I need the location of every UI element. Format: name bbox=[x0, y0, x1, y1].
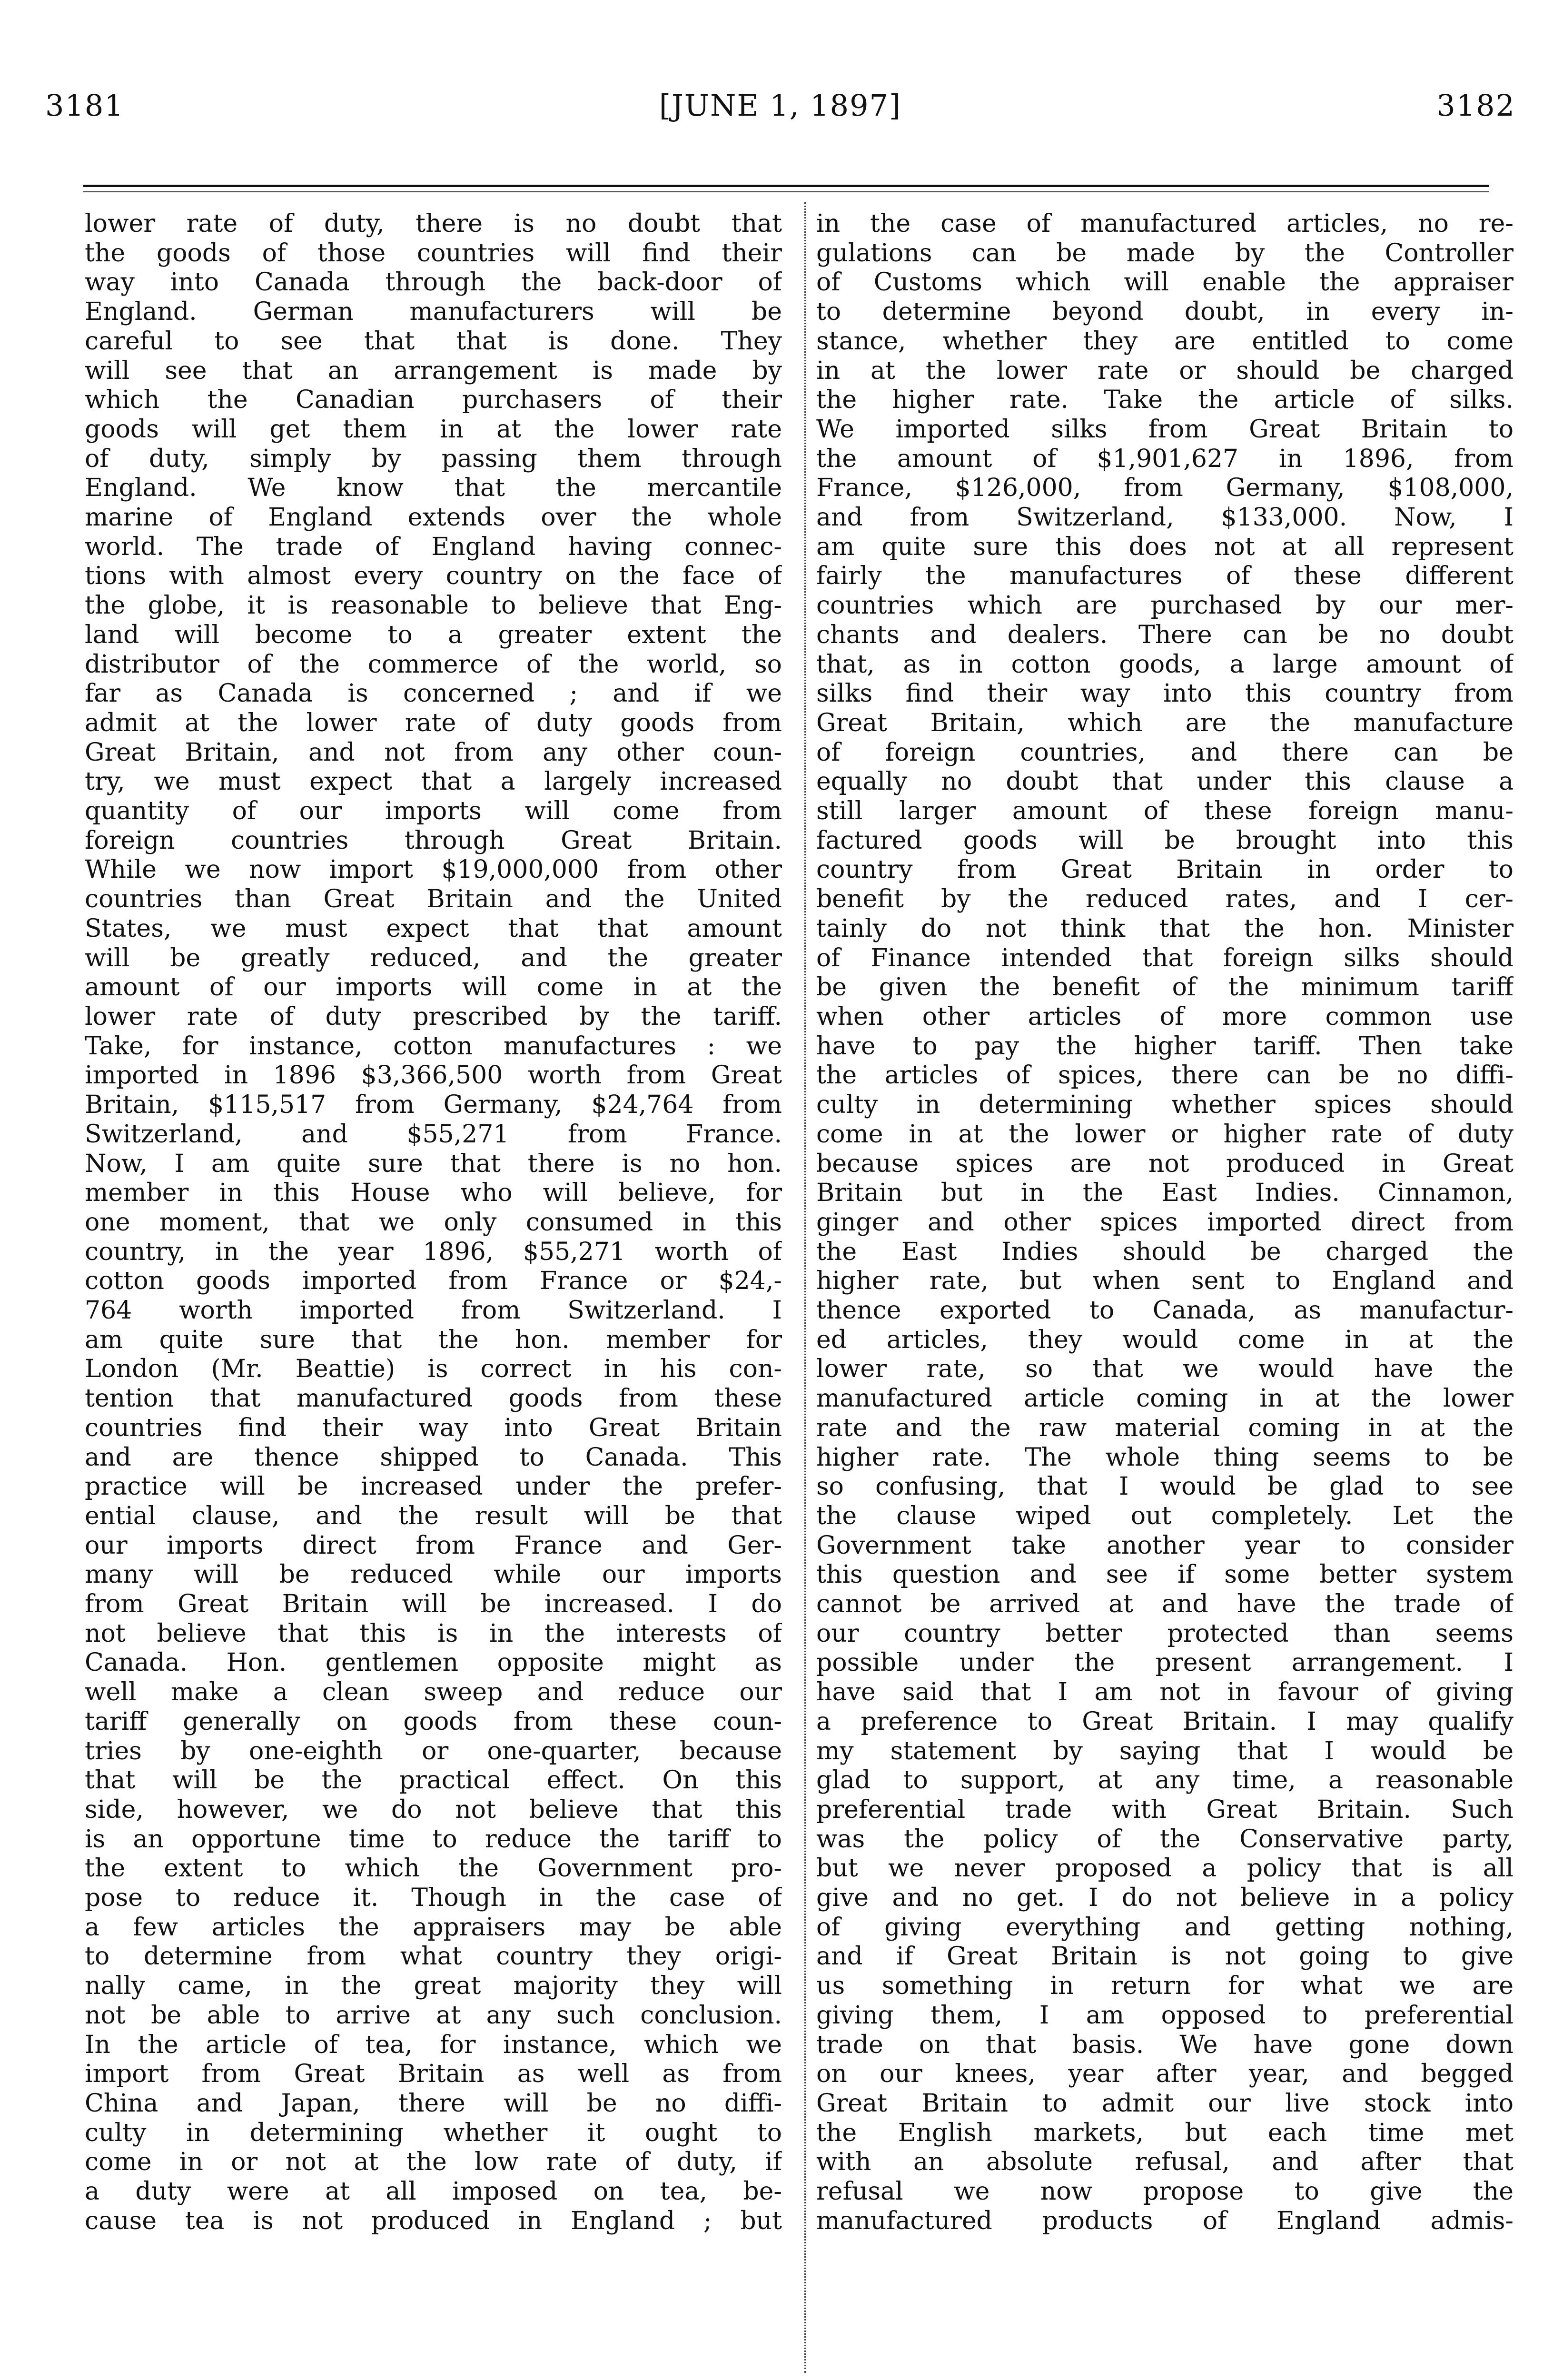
right-column-text-line: our country better protected than seems bbox=[816, 1619, 1514, 1648]
right-column-text-line: but we never proposed a policy that is all bbox=[816, 1854, 1514, 1883]
left-column-text-line: well make a clean sweep and reduce our bbox=[85, 1678, 782, 1707]
right-page-number: 3182 bbox=[1436, 88, 1515, 123]
left-column-text-line: come in or not at the low rate of duty, if bbox=[85, 2148, 782, 2177]
header-rule-thick bbox=[83, 185, 1489, 187]
left-column-text-line: world. The trade of England having connec- bbox=[85, 532, 782, 561]
right-column-text-line: Government take another year to consider bbox=[816, 1531, 1514, 1560]
left-column-text-line: tention that manufactured goods from these bbox=[85, 1384, 782, 1413]
right-column-text-line: on our knees, year after year, and begged bbox=[816, 2060, 1514, 2089]
right-column-text-line: the clause wiped out completely. Let the bbox=[816, 1501, 1514, 1530]
right-column-text-line: have to pay the higher tariff. Then take bbox=[816, 1031, 1514, 1061]
left-column-text-line: way into Canada through the back-door of bbox=[85, 268, 782, 297]
right-column-text-line: preferential trade with Great Britain. Such bbox=[816, 1795, 1514, 1824]
left-column-text-line: Canada. Hon. gentlemen opposite might as bbox=[85, 1648, 782, 1677]
left-column-text-line: foreign countries through Great Britain. bbox=[85, 826, 782, 855]
left-column-text-line: tries by one-eighth or one-quarter, because bbox=[85, 1736, 782, 1765]
right-column-text-line: countries which are purchased by our mer- bbox=[816, 591, 1514, 620]
right-column-text-line: so confusing, that I would be glad to see bbox=[816, 1472, 1514, 1501]
right-column-text-line: France, $126,000, from Germany, $108,000, bbox=[816, 474, 1514, 503]
column-divider bbox=[804, 202, 806, 2373]
right-column-text-line: the English markets, but each time met bbox=[816, 2118, 1514, 2147]
left-column-text-line: am quite sure that the hon. member for bbox=[85, 1325, 782, 1354]
right-column-text-line: to determine beyond doubt, in every in- bbox=[816, 298, 1514, 327]
left-column-text-line: careful to see that that is done. They bbox=[85, 327, 782, 356]
left-column-text-line: a duty were at all imposed on tea, be- bbox=[85, 2177, 782, 2206]
left-page-number: 3181 bbox=[45, 88, 124, 123]
left-column-text-line: distributor of the commerce of the world, so bbox=[85, 650, 782, 679]
left-column-text-line: Take, for instance, cotton manufactures : we bbox=[85, 1031, 782, 1061]
right-column-text-line: culty in determining whether spices should bbox=[816, 1091, 1514, 1120]
left-column-text-line: the goods of those countries will find their bbox=[85, 238, 782, 268]
right-column-text-line: cannot be arrived at and have the trade of bbox=[816, 1590, 1514, 1619]
right-column-text-line: the higher rate. Take the article of silks. bbox=[816, 386, 1514, 415]
right-column-text-line: Great Britain, which are the manufacture bbox=[816, 708, 1514, 737]
right-column-text-line: possible under the present arrangement. I bbox=[816, 1648, 1514, 1677]
left-column-text-line: 764 worth imported from Switzerland. I bbox=[85, 1296, 782, 1325]
left-column-text-line: side, however, we do not believe that this bbox=[85, 1795, 782, 1824]
right-column-text-line: equally no doubt that under this clause a bbox=[816, 767, 1514, 796]
left-column-text-line: one moment, that we only consumed in this bbox=[85, 1208, 782, 1237]
left-column-text-line: not believe that this is in the interests of bbox=[85, 1619, 782, 1648]
left-column-text-line: land will become to a greater extent the bbox=[85, 620, 782, 649]
left-column-text-line: amount of our imports will come in at the bbox=[85, 973, 782, 1002]
left-column-text-line: goods will get them in at the lower rate bbox=[85, 415, 782, 444]
right-column-text-line: the amount of $1,901,627 in 1896, from bbox=[816, 444, 1514, 473]
left-column-text-line: London (Mr. Beattie) is correct in his con- bbox=[85, 1355, 782, 1384]
left-column-text-line: In the article of tea, for instance, which we bbox=[85, 2030, 782, 2059]
left-column-text-line: countries find their way into Great Britain bbox=[85, 1413, 782, 1442]
left-column-text-line: England. German manufacturers will be bbox=[85, 298, 782, 327]
left-column-text-line: will be greatly reduced, and the greater bbox=[85, 943, 782, 972]
right-column-text-line: tainly do not think that the hon. Minister bbox=[816, 914, 1514, 943]
right-column-text-line: stance, whether they are entitled to come bbox=[816, 327, 1514, 356]
left-column-text-line: Great Britain, and not from any other coun- bbox=[85, 738, 782, 767]
left-column-text-line: lower rate of duty prescribed by the tariff. bbox=[85, 1002, 782, 1031]
right-column-text-line: come in at the lower or higher rate of duty bbox=[816, 1120, 1514, 1149]
left-column-text-line: practice will be increased under the prefer- bbox=[85, 1472, 782, 1501]
right-column-text-line: of foreign countries, and there can be bbox=[816, 738, 1514, 767]
left-column-text-line: Switzerland, and $55,271 from France. bbox=[85, 1120, 782, 1149]
left-column-text-line: a few articles the appraisers may be able bbox=[85, 1913, 782, 1942]
left-column-text-line: tariff generally on goods from these coun- bbox=[85, 1707, 782, 1736]
left-column-text-line: China and Japan, there will be no diffi- bbox=[85, 2089, 782, 2118]
left-column-text-line: which the Canadian purchasers of their bbox=[85, 386, 782, 415]
right-column-text-line: refusal we now propose to give the bbox=[816, 2177, 1514, 2206]
left-column-text-line: country, in the year 1896, $55,271 worth of bbox=[85, 1237, 782, 1266]
left-column-text-line: from Great Britain will be increased. I do bbox=[85, 1590, 782, 1619]
right-column-text-line: and if Great Britain is not going to give bbox=[816, 1942, 1514, 1971]
right-column-text-line: lower rate, so that we would have the bbox=[816, 1355, 1514, 1384]
left-column-text-line: cotton goods imported from France or $24,- bbox=[85, 1267, 782, 1296]
right-column-text-line: manufactured products of England admis- bbox=[816, 2206, 1514, 2235]
left-column-text-line: nally came, in the great majority they will bbox=[85, 1972, 782, 2001]
right-column-text-line: my statement by saying that I would be bbox=[816, 1736, 1514, 1765]
right-column-text-line: higher rate, but when sent to England and bbox=[816, 1267, 1514, 1296]
left-column-text-line: many will be reduced while our imports bbox=[85, 1560, 782, 1589]
left-column-text-line: Britain, $115,517 from Germany, $24,764 from bbox=[85, 1091, 782, 1120]
left-column-text-line: marine of England extends over the whole bbox=[85, 503, 782, 532]
right-column-text-line: have said that I am not in favour of giving bbox=[816, 1678, 1514, 1707]
left-column-text-line: culty in determining whether it ought to bbox=[85, 2118, 782, 2147]
left-column-text-line: States, we must expect that that amount bbox=[85, 914, 782, 943]
right-column-text-line: benefit by the reduced rates, and I cer- bbox=[816, 885, 1514, 914]
right-column-text-line: thence exported to Canada, as manufactur- bbox=[816, 1296, 1514, 1325]
right-column-text-line: ginger and other spices imported direct from bbox=[816, 1208, 1514, 1237]
right-column-text-line: the East Indies should be charged the bbox=[816, 1237, 1514, 1266]
left-column-text-line: lower rate of duty, there is no doubt that bbox=[85, 209, 782, 238]
left-column-text-line: will see that an arrangement is made by bbox=[85, 356, 782, 385]
right-column-text-line: higher rate. The whole thing seems to be bbox=[816, 1443, 1514, 1472]
left-column-text-line: tions with almost every country on the face of bbox=[85, 562, 782, 591]
left-text-column bbox=[85, 209, 782, 2370]
left-column-text-line: import from Great Britain as well as from bbox=[85, 2060, 782, 2089]
page-header bbox=[45, 88, 1515, 140]
right-column-text-line: of giving everything and getting nothing, bbox=[816, 1913, 1514, 1942]
right-column-text-line: ed articles, they would come in at the bbox=[816, 1325, 1514, 1354]
right-column-text-line: fairly the manufactures of these different bbox=[816, 562, 1514, 591]
right-column-text-line: Britain but in the East Indies. Cinnamon, bbox=[816, 1179, 1514, 1208]
right-column-text-line: in at the lower rate or should be charged bbox=[816, 356, 1514, 385]
right-column-text-line: this question and see if some better system bbox=[816, 1560, 1514, 1589]
left-column-text-line: imported in 1896 $3,366,500 worth from Great bbox=[85, 1061, 782, 1090]
left-column-text-line: the extent to which the Government pro- bbox=[85, 1854, 782, 1883]
left-column-text-line: cause tea is not produced in England ; but bbox=[85, 2206, 782, 2235]
left-column-text-line: far as Canada is concerned ; and if we bbox=[85, 679, 782, 708]
right-column-text-line: when other articles of more common use bbox=[816, 1002, 1514, 1031]
left-column-text-line: England. We know that the mercantile bbox=[85, 474, 782, 503]
right-column-text-line: because spices are not produced in Great bbox=[816, 1149, 1514, 1178]
right-column-text-line: chants and dealers. There can be no doubt bbox=[816, 620, 1514, 649]
left-column-text-line: pose to reduce it. Though in the case of bbox=[85, 1884, 782, 1913]
left-column-text-line: to determine from what country they origi- bbox=[85, 1942, 782, 1971]
right-column-text-line: We imported silks from Great Britain to bbox=[816, 415, 1514, 444]
left-column-text-line: the globe, it is reasonable to believe that Eng- bbox=[85, 591, 782, 620]
left-column-text-line: Now, I am quite sure that there is no hon. bbox=[85, 1149, 782, 1178]
right-column-text-line: that, as in cotton goods, a large amount of bbox=[816, 650, 1514, 679]
right-column-text-line: us something in return for what we are bbox=[816, 1972, 1514, 2001]
right-column-text-line: still larger amount of these foreign manu- bbox=[816, 797, 1514, 826]
right-column-text-line: of Customs which will enable the appraiser bbox=[816, 268, 1514, 297]
right-text-column bbox=[816, 209, 1514, 2370]
right-column-text-line: Great Britain to admit our live stock into bbox=[816, 2089, 1514, 2118]
right-column-text-line: country from Great Britain in order to bbox=[816, 855, 1514, 884]
right-column-text-line: giving them, I am opposed to preferential bbox=[816, 2001, 1514, 2030]
right-column-text-line: was the policy of the Conservative party, bbox=[816, 1825, 1514, 1854]
right-column-text-line: factured goods will be brought into this bbox=[816, 826, 1514, 855]
left-column-text-line: and are thence shipped to Canada. This bbox=[85, 1443, 782, 1472]
left-column-text-line: admit at the lower rate of duty goods from bbox=[85, 708, 782, 737]
right-column-text-line: be given the benefit of the minimum tariff bbox=[816, 973, 1514, 1002]
right-column-text-line: of Finance intended that foreign silks should bbox=[816, 943, 1514, 972]
right-column-text-line: manufactured article coming in at the lower bbox=[816, 1384, 1514, 1413]
left-column-text-line: not be able to arrive at any such conclusion. bbox=[85, 2001, 782, 2030]
left-column-text-line: of duty, simply by passing them through bbox=[85, 444, 782, 473]
right-column-text-line: glad to support, at any time, a reasonable bbox=[816, 1766, 1514, 1795]
left-column-text-line: is an opportune time to reduce the tariff to bbox=[85, 1825, 782, 1854]
left-column-text-line: that will be the practical effect. On this bbox=[85, 1766, 782, 1795]
right-column-text-line: the articles of spices, there can be no diffi- bbox=[816, 1061, 1514, 1090]
right-column-text-line: give and no get. I do not believe in a policy bbox=[816, 1884, 1514, 1913]
right-column-text-line: silks find their way into this country from bbox=[816, 679, 1514, 708]
left-column-text-line: member in this House who will believe, for bbox=[85, 1179, 782, 1208]
right-column-text-line: with an absolute refusal, and after that bbox=[816, 2148, 1514, 2177]
right-column-text-line: trade on that basis. We have gone down bbox=[816, 2030, 1514, 2059]
left-column-text-line: try, we must expect that a largely increased bbox=[85, 767, 782, 796]
right-column-text-line: rate and the raw material coming in at the bbox=[816, 1413, 1514, 1442]
left-column-text-line: countries than Great Britain and the United bbox=[85, 885, 782, 914]
page-date-title: [JUNE 1, 1897] bbox=[659, 88, 902, 123]
right-column-text-line: and from Switzerland, $133,000. Now, I bbox=[816, 503, 1514, 532]
right-column-text-line: in the case of manufactured articles, no re- bbox=[816, 209, 1514, 238]
left-column-text-line: While we now import $19,000,000 from other bbox=[85, 855, 782, 884]
left-column-text-line: ential clause, and the result will be that bbox=[85, 1501, 782, 1530]
left-column-text-line: our imports direct from France and Ger- bbox=[85, 1531, 782, 1560]
right-column-text-line: a preference to Great Britain. I may qualify bbox=[816, 1707, 1514, 1736]
left-column-text-line: quantity of our imports will come from bbox=[85, 797, 782, 826]
right-column-text-line: gulations can be made by the Controller bbox=[816, 238, 1514, 268]
header-rule-thin bbox=[83, 191, 1489, 192]
right-column-text-line: am quite sure this does not at all represent bbox=[816, 532, 1514, 561]
